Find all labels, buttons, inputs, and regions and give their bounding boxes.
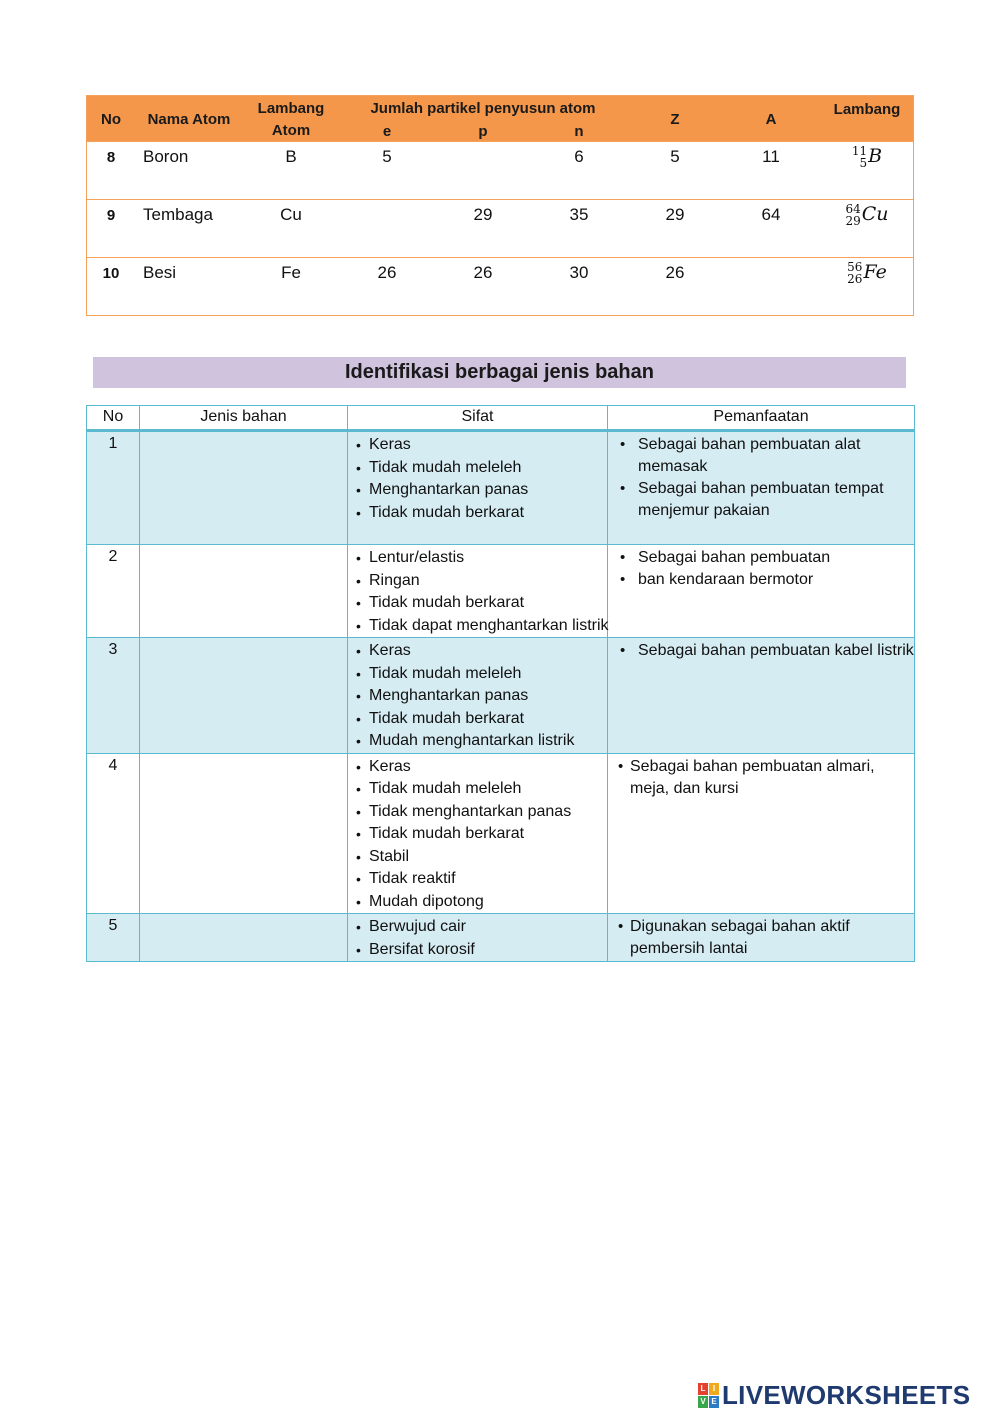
list-item: • ban kendaraan bermotor — [620, 569, 914, 591]
cell-lambang-atom: B — [285, 147, 297, 166]
list-item: • Sebagai bahan pembuatan alat memasak — [620, 434, 914, 478]
header-no: No — [87, 406, 140, 431]
list-item: • Tidak mudah berkarat — [356, 708, 607, 731]
table-row — [87, 914, 915, 962]
jenis-bahan-cell[interactable] — [140, 914, 348, 962]
atom-table — [86, 95, 914, 316]
header-no: No — [101, 111, 121, 128]
list-item: • Tidak reaktif — [356, 868, 607, 891]
header-e: e — [382, 123, 392, 140]
sifat-cell — [348, 545, 608, 638]
cell-p: 26 — [473, 263, 493, 282]
badge-letter: V — [698, 1396, 708, 1408]
row-no: 2 — [87, 545, 140, 638]
cell-lambang-atom: Fe — [281, 263, 301, 282]
table-row — [87, 638, 915, 754]
cell-no: 9 — [106, 207, 116, 224]
badge-letter: E — [709, 1396, 719, 1408]
list-item: • Mudah dipotong — [356, 891, 607, 914]
pemanfaatan-cell — [608, 638, 915, 754]
header-jenis-bahan: Jenis bahan — [140, 406, 348, 431]
sifat-cell — [348, 914, 608, 962]
list-item: • Digunakan sebagai bahan aktif pembersih lantai — [618, 916, 914, 960]
header-pemanfaatan: Pemanfaatan — [608, 406, 915, 431]
list-item: • Tidak mudah berkarat — [356, 502, 607, 525]
cell-nama: Tembaga — [143, 205, 213, 224]
cell-n: 35 — [569, 205, 589, 224]
atom-table-header — [87, 96, 913, 142]
list-item: • Tidak mudah meleleh — [356, 457, 607, 480]
list-item: • Tidak mudah meleleh — [356, 663, 607, 686]
list-item: • Ringan — [356, 570, 607, 593]
list-item: • Tidak mudah berkarat — [356, 592, 607, 615]
row-no: 3 — [87, 638, 140, 754]
cell-z: 5 — [670, 147, 680, 166]
list-item: • Keras — [356, 640, 607, 663]
jenis-bahan-cell[interactable] — [140, 431, 348, 545]
pemanfaatan-cell — [608, 545, 915, 638]
header-jumlah-partikel: Jumlah partikel penyusun atom — [370, 100, 596, 117]
atom-row-besi — [87, 257, 913, 316]
header-lambang: Lambang — [833, 101, 901, 118]
logo-text: LIVEWORKSHEETS — [722, 1379, 971, 1410]
cell-no: 8 — [106, 149, 116, 166]
isotope-element: Cu — [861, 203, 889, 225]
jenis-bahan-cell[interactable] — [140, 545, 348, 638]
pemanfaatan-cell — [608, 753, 915, 914]
table-row — [87, 431, 915, 545]
isotope-atomic-number: 26 — [847, 272, 863, 286]
isotope-element: B — [868, 145, 883, 167]
isotope-element: Fe — [863, 261, 887, 283]
table-row — [87, 753, 915, 914]
badge-letter: I — [709, 1383, 719, 1395]
cell-isotope-symbol — [852, 145, 882, 169]
row-no: 4 — [87, 753, 140, 914]
pemanfaatan-cell — [608, 914, 915, 962]
material-table-header — [87, 406, 915, 431]
list-item: • Tidak dapat menghantarkan listrik — [356, 615, 607, 638]
isotope-mass-number: 56 — [847, 260, 863, 274]
list-item: • Keras — [356, 434, 607, 457]
list-item: • Menghantarkan panas — [356, 479, 607, 502]
cell-z: 26 — [665, 263, 685, 282]
sifat-cell — [348, 753, 608, 914]
liveworksheets-logo — [698, 1380, 970, 1410]
table-row — [87, 545, 915, 638]
cell-p: 29 — [473, 205, 493, 224]
list-item: • Tidak menghantarkan panas — [356, 801, 607, 824]
cell-e: 5 — [382, 147, 392, 166]
list-item: • Sebagai bahan pembuatan tempat menjemur pakaian — [620, 478, 914, 522]
logo-badge-icon — [698, 1383, 719, 1408]
atom-row-tembaga — [87, 199, 913, 258]
row-no: 5 — [87, 914, 140, 962]
list-item: • Mudah menghantarkan listrik — [356, 730, 607, 753]
header-sifat: Sifat — [348, 406, 608, 431]
header-a: A — [765, 111, 777, 128]
list-item: • Bersifat korosif — [356, 939, 607, 962]
cell-a: 64 — [761, 205, 781, 224]
header-nama-atom: Nama Atom — [147, 111, 231, 128]
isotope-atomic-number: 5 — [859, 156, 868, 170]
cell-isotope-symbol — [845, 203, 888, 227]
cell-nama: Besi — [143, 263, 177, 282]
isotope-mass-number: 11 — [851, 144, 868, 158]
cell-e: 26 — [377, 263, 397, 282]
jenis-bahan-cell[interactable] — [140, 753, 348, 914]
list-item: • Lentur/elastis — [356, 547, 607, 570]
list-item: • Berwujud cair — [356, 916, 607, 939]
list-item: • Sebagai bahan pembuatan almari, meja, dan kursi — [618, 756, 914, 800]
cell-a: 11 — [762, 147, 780, 166]
cell-nama: Boron — [143, 147, 189, 166]
list-item: • Sebagai bahan pembuatan — [620, 547, 914, 569]
row-no: 1 — [87, 431, 140, 545]
section-title: Identifikasi berbagai jenis bahan — [93, 357, 906, 388]
list-item: • Keras — [356, 756, 607, 779]
list-item: • Tidak mudah meleleh — [356, 778, 607, 801]
cell-isotope-symbol — [847, 261, 887, 285]
sifat-cell — [348, 431, 608, 545]
header-n: n — [574, 123, 584, 140]
pemanfaatan-cell — [608, 431, 915, 545]
cell-z: 29 — [665, 205, 685, 224]
header-p: p — [478, 123, 488, 140]
list-item: • Sebagai bahan pembuatan kabel listrik — [620, 640, 914, 662]
cell-no: 10 — [102, 265, 120, 282]
list-item: • Menghantarkan panas — [356, 685, 607, 708]
list-item: • Stabil — [356, 846, 607, 869]
atom-row-boron — [87, 141, 913, 200]
header-lambang-atom-line2: Atom — [271, 122, 311, 139]
cell-lambang-atom: Cu — [280, 205, 302, 224]
isotope-atomic-number: 29 — [845, 214, 861, 228]
header-z: Z — [670, 111, 680, 128]
badge-letter: L — [698, 1383, 708, 1395]
list-item: • Tidak mudah berkarat — [356, 823, 607, 846]
sifat-cell — [348, 638, 608, 754]
isotope-mass-number: 64 — [845, 202, 861, 216]
material-table — [86, 405, 915, 962]
cell-n: 30 — [569, 263, 589, 282]
cell-n: 6 — [574, 147, 584, 166]
jenis-bahan-cell[interactable] — [140, 638, 348, 754]
header-lambang-atom-line1: Lambang — [257, 100, 325, 117]
